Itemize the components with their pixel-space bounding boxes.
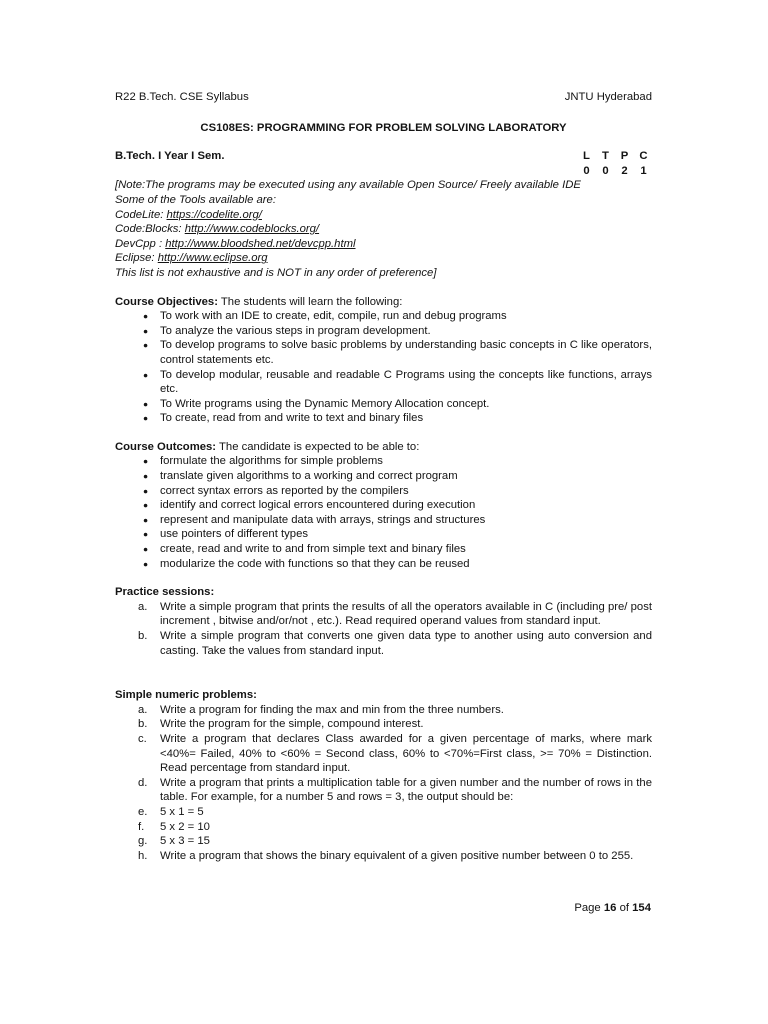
item-letter: e. [138,805,148,818]
course-objectives-list [115,309,652,426]
tool-line-devcpp [115,237,652,252]
item-text: 5 x 1 = 5 [160,805,204,818]
tool-link-codelite[interactable]: https://codelite.org/ [166,208,262,221]
ltpc-label-l: L [583,150,590,163]
bullet-item: ● modularize the code with functions so that they can be reused [115,557,652,572]
footer-total-pages: 154 [632,902,651,914]
ltpc-value-p: 2 [621,164,628,177]
item-text: Write a program that prints a multiplication table for a given number and the number of rows in the table. For example, for a number 5 and rows = 3, the output should be: [160,776,652,804]
note-block [115,178,652,280]
item-letter: h. [138,849,148,862]
note-line-1: [Note:The programs may be executed using any available Open Source/ Freely available IDE [115,179,581,192]
list-item [115,820,652,835]
course-objectives-section [115,295,652,426]
simple-numeric-heading: Simple numeric problems: [115,689,257,702]
bullet-item: ● use pointers of different types [115,527,652,542]
course-outcomes-heading-row [115,440,652,455]
bullet-item: ● To work with an IDE to create, edit, compile, run and debug programs [115,309,652,324]
page-content [115,90,652,863]
practice-sessions-section [115,585,652,658]
course-title: CS108ES: PROGRAMMING FOR PROBLEM SOLVING LABORATORY [200,121,567,134]
document-header [115,90,652,105]
list-item [115,600,652,629]
bullet-item: ● create, read and write to and from simple text and binary files [115,542,652,557]
tool-line-codeblocks [115,222,652,237]
ltpc-label-t: T [602,150,609,163]
item-text: Write a program for finding the max and min from the three numbers. [160,703,504,716]
item-letter: a. [138,600,148,613]
list-item [115,849,652,864]
bullet-item: ● identify and correct logical errors encountered during execution [115,498,652,513]
item-letter: c. [138,732,147,745]
item-text: Write a program that shows the binary equivalent of a given positive number between 0 to 255. [160,849,634,862]
item-letter: b. [138,630,148,642]
item-letter: f. [138,820,145,833]
tool-line-eclipse [115,251,652,266]
tool-label: DevCpp : [115,237,166,250]
tool-label: Eclipse: [115,252,158,265]
bullet-item: ● To create, read from and write to text and binary files [115,411,652,426]
item-text: 5 x 3 = 15 [160,835,210,848]
list-item [115,834,652,849]
footer-page-number: 16 [603,902,617,914]
list-item [115,717,652,732]
ltpc-value-t: 0 [602,164,609,177]
course-objectives-heading-row [115,295,652,310]
list-item [115,703,652,718]
bullet-item: ● To develop programs to solve basic problems by understanding basic concepts in C like operators, control statements etc. [115,338,652,367]
list-item [115,776,652,805]
semester-row [115,149,652,178]
practice-sessions-list [115,600,652,658]
note-line-last: This list is not exhaustive and is NOT in any order of preference] [115,266,437,279]
list-item [115,732,652,776]
item-letter: d. [138,776,148,789]
item-text: Write the program for the simple, compound interest. [160,718,424,731]
simple-numeric-list [115,703,652,864]
course-objectives-heading: Course Objectives: [115,295,218,308]
ltpc-table [578,149,652,178]
tool-link-eclipse[interactable]: http://www.eclipse.org [157,252,268,265]
tool-label: CodeLite: [115,208,167,221]
course-outcomes-section [115,440,652,571]
bullet-item: ● formulate the algorithms for simple problems [115,454,652,469]
header-right-text: JNTU Hyderabad [564,91,652,103]
tool-link-devcpp[interactable]: http://www.bloodshed.net/devcpp.html [165,237,356,250]
header-left-text: R22 B.Tech. CSE Syllabus [115,91,249,103]
item-text: 5 x 2 = 10 [160,820,210,833]
list-item [115,629,652,658]
tool-label: Code:Blocks: [115,223,185,236]
course-outcomes-intro: The candidate is expected to be able to: [216,440,420,453]
item-text: Write a program that declares Class awarded for a given percentage of marks, where mark <40%= Failed, 40% to <60% = Second class, 60% to <70%=First class, >= 70% = Distinction. Read percentage from standard input. [160,732,652,775]
footer-page-prefix: Page [574,902,604,914]
ltpc-value-c: 1 [640,164,647,177]
course-outcomes-heading: Course Outcomes: [115,440,217,453]
bullet-item: ● To Write programs using the Dynamic Memory Allocation concept. [115,397,652,412]
list-item [115,805,652,820]
bullet-item: ● To develop modular, reusable and readable C Programs using the concepts like functions, arrays etc. [115,368,652,397]
note-line-2: Some of the Tools available are: [115,193,276,206]
item-letter: g. [138,835,148,848]
practice-sessions-heading: Practice sessions: [115,586,215,599]
bullet-item: ● translate given algorithms to a working and correct program [115,469,652,484]
bullet-item: ● To analyze the various steps in program development. [115,324,652,339]
simple-numeric-section [115,688,652,863]
tool-line-codelite [115,208,652,223]
bullet-item: ● correct syntax errors as reported by the compilers [115,484,652,499]
item-letter: a. [138,703,148,716]
item-text: Write a simple program that prints the results of all the operators available in C (including pre/ post increment , bitwise and/or/not , etc.). Read required operand values from standard input. [160,600,652,628]
item-text: Write a simple program that converts one given data type to another using auto conversion and casting. Take the values from standard input. [160,630,652,657]
ltpc-label-c: C [639,150,648,163]
item-letter: b. [138,718,148,731]
bullet-item: ● represent and manipulate data with arrays, strings and structures [115,513,652,528]
footer-of-text: of [616,902,633,914]
page-footer [574,901,651,916]
semester-label: B.Tech. I Year I Sem. [115,150,225,163]
ltpc-label-p: P [620,150,629,163]
tool-link-codeblocks[interactable]: http://www.codeblocks.org/ [184,223,320,236]
course-outcomes-list [115,454,652,571]
course-objectives-intro: The students will learn the following: [217,295,403,308]
ltpc-value-l: 0 [583,164,590,177]
